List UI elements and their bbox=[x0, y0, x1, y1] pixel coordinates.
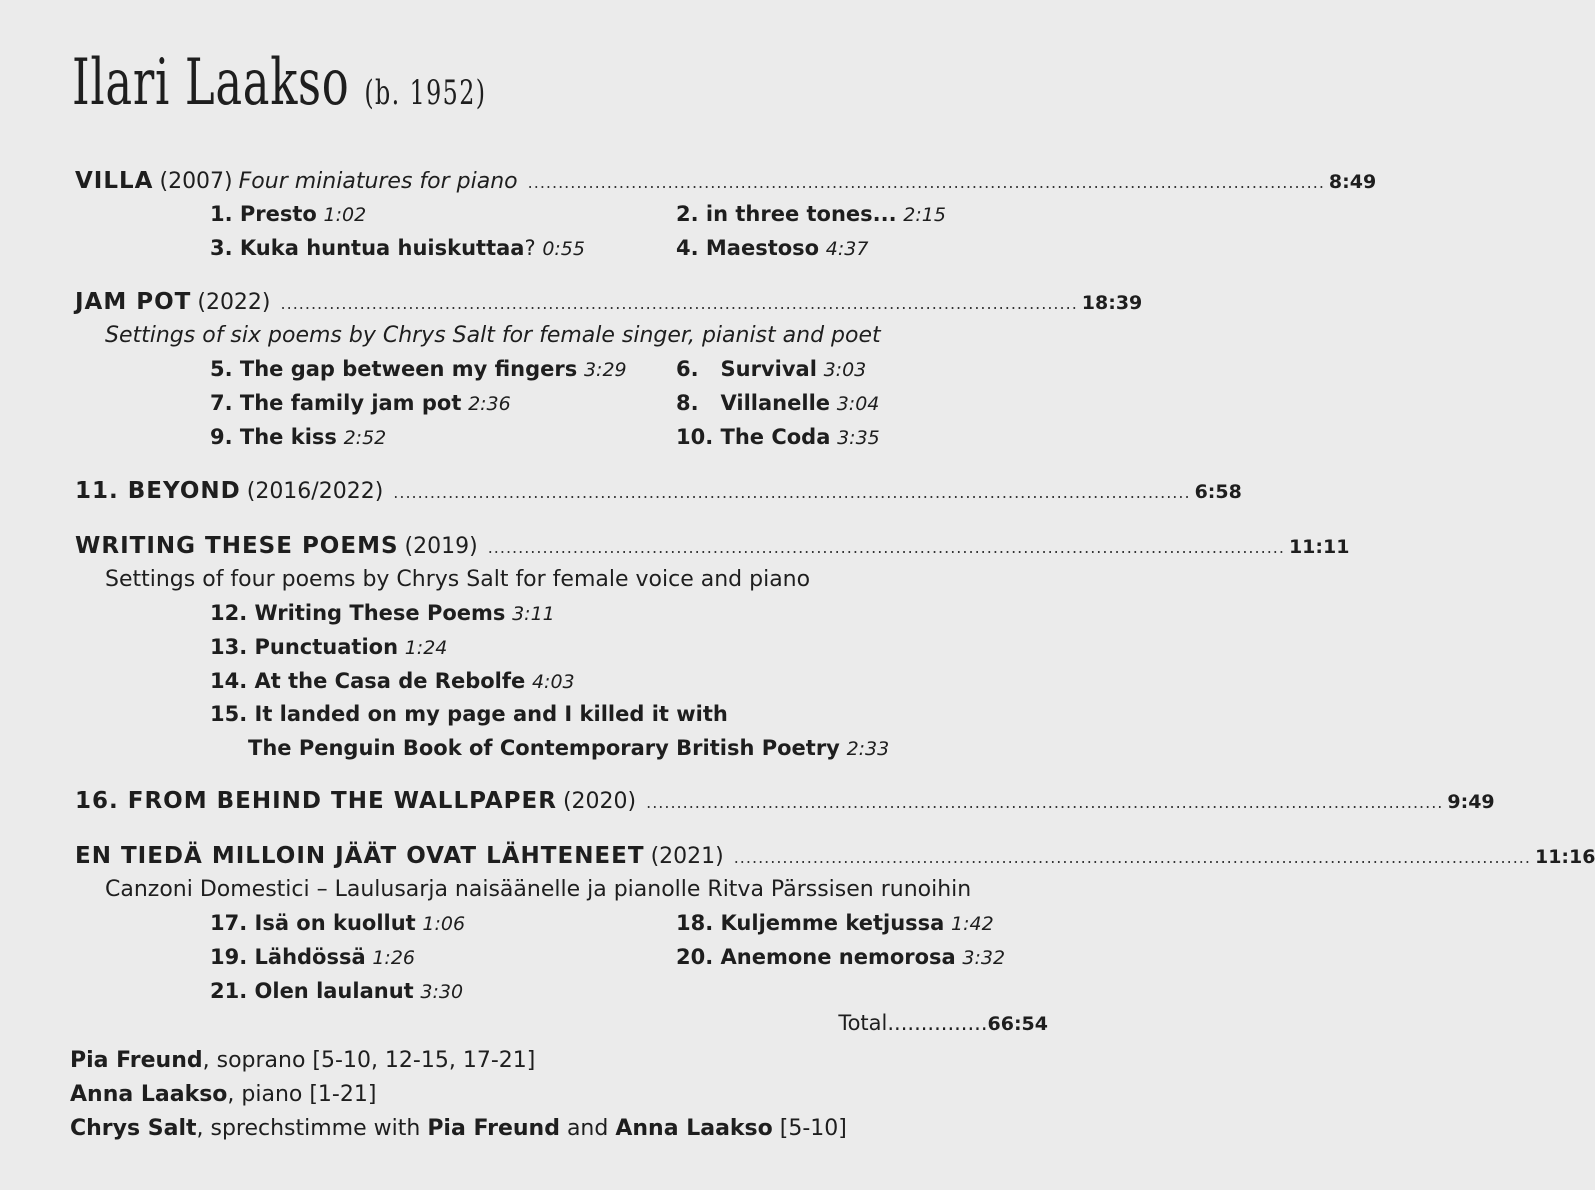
work-title: 16. FROM BEHIND THE WALLPAPER bbox=[75, 788, 557, 814]
work-from-behind-the-wallpaper bbox=[75, 786, 1495, 818]
performer-credit bbox=[70, 1080, 376, 1110]
track-time: 2:36 bbox=[468, 393, 511, 415]
performer-role: , soprano [5-10, 12-15, 17-21] bbox=[202, 1048, 536, 1073]
dot-leader: ............... bbox=[887, 1011, 988, 1035]
track-time: 0:55 bbox=[542, 238, 585, 260]
work-title: EN TIEDÄ MILLOIN JÄÄT OVAT LÄHTENEET bbox=[75, 843, 645, 869]
work-villa bbox=[75, 166, 1377, 198]
track-title-line2: The Penguin Book of Contemporary British Poetry bbox=[248, 736, 840, 760]
work-jam-pot bbox=[75, 287, 1143, 319]
track-time: 3:04 bbox=[836, 393, 880, 415]
track-item bbox=[676, 234, 868, 263]
dot-leader: ................................................................................................................................... bbox=[646, 793, 1444, 812]
track-title: 18. Kuljemme ketjussa bbox=[676, 911, 945, 935]
work-year: (2016/2022) bbox=[246, 479, 384, 504]
track-time: 4:37 bbox=[825, 238, 869, 260]
track-item bbox=[210, 633, 447, 662]
work-year: (2007) bbox=[159, 169, 233, 194]
work-duration: 18:39 bbox=[1081, 292, 1143, 314]
track-time: 3:03 bbox=[823, 359, 867, 381]
track-title: 12. Writing These Poems bbox=[210, 601, 506, 625]
track-item bbox=[210, 234, 585, 263]
track-title: 2. in three tones... bbox=[676, 202, 897, 226]
work-en-tieda-milloin bbox=[75, 841, 1595, 873]
track-time: 1:26 bbox=[372, 947, 416, 969]
track-item bbox=[676, 200, 946, 229]
dot-leader: ................................................................................................................................... bbox=[393, 483, 1191, 502]
work-title: WRITING THESE POEMS bbox=[75, 533, 399, 559]
track-time: 3:35 bbox=[837, 427, 880, 449]
total-label: Total bbox=[838, 1011, 888, 1035]
performer-name: Anna Laakso bbox=[70, 1082, 228, 1107]
composer-dates: (b. 1952) bbox=[364, 73, 487, 113]
track-item bbox=[676, 423, 880, 452]
track-item bbox=[676, 389, 879, 418]
work-description: Settings of four poems by Chrys Salt for female voice and piano bbox=[105, 567, 811, 592]
work-title: VILLA bbox=[75, 168, 154, 194]
track-title: 17. Isä on kuollut bbox=[210, 911, 416, 935]
work-title: 11. BEYOND bbox=[75, 478, 241, 504]
work-year: (2021) bbox=[650, 844, 724, 869]
composer-name: Ilari Laakso bbox=[72, 46, 350, 120]
performer-credit bbox=[70, 1046, 535, 1076]
track-title: 9. The kiss bbox=[210, 425, 337, 449]
performer-name: Pia Freund bbox=[70, 1048, 203, 1073]
work-description: Canzoni Domestici – Laulusarja naisäänelle ja pianolle Ritva Pärssisen runoihin bbox=[105, 877, 972, 902]
track-time: 2:52 bbox=[343, 427, 387, 449]
track-title: 5. The gap between my fingers bbox=[210, 357, 578, 381]
track-title: 6. Survival bbox=[676, 357, 817, 381]
work-title: JAM POT bbox=[75, 289, 192, 315]
track-item bbox=[210, 389, 511, 418]
track-item bbox=[210, 355, 627, 384]
work-duration: 11:11 bbox=[1288, 536, 1350, 558]
track-item bbox=[210, 943, 415, 972]
track-title: 14. At the Casa de Rebolfe bbox=[210, 669, 526, 693]
track-title: 7. The family jam pot bbox=[210, 391, 462, 415]
track-time: 2:33 bbox=[846, 738, 890, 760]
dot-leader: ................................................................................................................................... bbox=[487, 538, 1285, 557]
track-time: 1:06 bbox=[422, 913, 466, 935]
track-time: 2:15 bbox=[903, 204, 946, 226]
track-item bbox=[676, 355, 866, 384]
performer-name: Chrys Salt bbox=[70, 1116, 197, 1141]
track-title: 1. Presto bbox=[210, 202, 317, 226]
track-title: 4. Maestoso bbox=[676, 236, 820, 260]
work-duration: 9:49 bbox=[1447, 791, 1495, 813]
performer-credit bbox=[70, 1114, 847, 1144]
track-item bbox=[210, 909, 465, 938]
track-time: 3:32 bbox=[962, 947, 1006, 969]
track-time: 3:11 bbox=[512, 603, 555, 625]
track-item bbox=[210, 700, 728, 728]
track-time: 1:02 bbox=[323, 204, 367, 226]
work-year: (2019) bbox=[404, 534, 478, 559]
total-duration: 66:54 bbox=[987, 1013, 1048, 1035]
track-item bbox=[676, 943, 1005, 972]
performer-name: Anna Laakso bbox=[615, 1116, 773, 1141]
track-title: 10. The Coda bbox=[676, 425, 831, 449]
performer-role: and bbox=[559, 1116, 616, 1141]
track-item bbox=[210, 599, 555, 628]
work-beyond bbox=[75, 476, 1242, 508]
work-subtitle: Four miniatures for piano bbox=[238, 169, 518, 194]
total-duration-line bbox=[838, 1008, 1048, 1039]
dot-leader: ................................................................................................................................... bbox=[527, 173, 1325, 192]
work-duration: 8:49 bbox=[1328, 171, 1377, 193]
work-duration: 6:58 bbox=[1194, 481, 1242, 503]
track-time: 3:29 bbox=[583, 359, 627, 381]
track-item bbox=[210, 200, 366, 229]
track-title: 20. Anemone nemorosa bbox=[676, 945, 956, 969]
work-description: Settings of six poems by Chrys Salt for female singer, pianist and poet bbox=[105, 323, 881, 348]
track-title: 8. Villanelle bbox=[676, 391, 831, 415]
performer-role: , piano [1-21] bbox=[227, 1082, 377, 1107]
work-duration: 11:16 bbox=[1534, 846, 1595, 868]
dot-leader: ................................................................................................................................... bbox=[733, 848, 1531, 867]
dot-leader: ................................................................................................................................... bbox=[280, 294, 1078, 313]
track-item bbox=[210, 667, 575, 696]
track-title-suffix: ? bbox=[524, 236, 536, 260]
work-year: (2020) bbox=[562, 789, 637, 814]
track-item-continued bbox=[248, 734, 889, 763]
work-year: (2022) bbox=[197, 290, 271, 315]
track-title: 15. It landed on my page and I killed it with bbox=[210, 702, 728, 726]
composer-heading bbox=[72, 46, 486, 120]
track-item bbox=[676, 909, 994, 938]
track-title: 3. Kuka huntua huiskuttaa bbox=[210, 236, 525, 260]
track-title: 19. Lähdössä bbox=[210, 945, 366, 969]
performer-role: [5-10] bbox=[772, 1116, 847, 1141]
track-title: 13. Punctuation bbox=[210, 635, 399, 659]
track-time: 4:03 bbox=[531, 671, 575, 693]
track-time: 1:42 bbox=[951, 913, 994, 935]
track-title: 21. Olen laulanut bbox=[210, 979, 414, 1003]
work-writing-these-poems bbox=[75, 531, 1350, 563]
performer-name: Pia Freund bbox=[427, 1116, 560, 1141]
track-item bbox=[210, 423, 386, 452]
performer-role: , sprechstimme with bbox=[196, 1116, 428, 1141]
track-time: 3:30 bbox=[420, 981, 464, 1003]
track-item bbox=[210, 977, 463, 1006]
track-time: 1:24 bbox=[404, 637, 448, 659]
